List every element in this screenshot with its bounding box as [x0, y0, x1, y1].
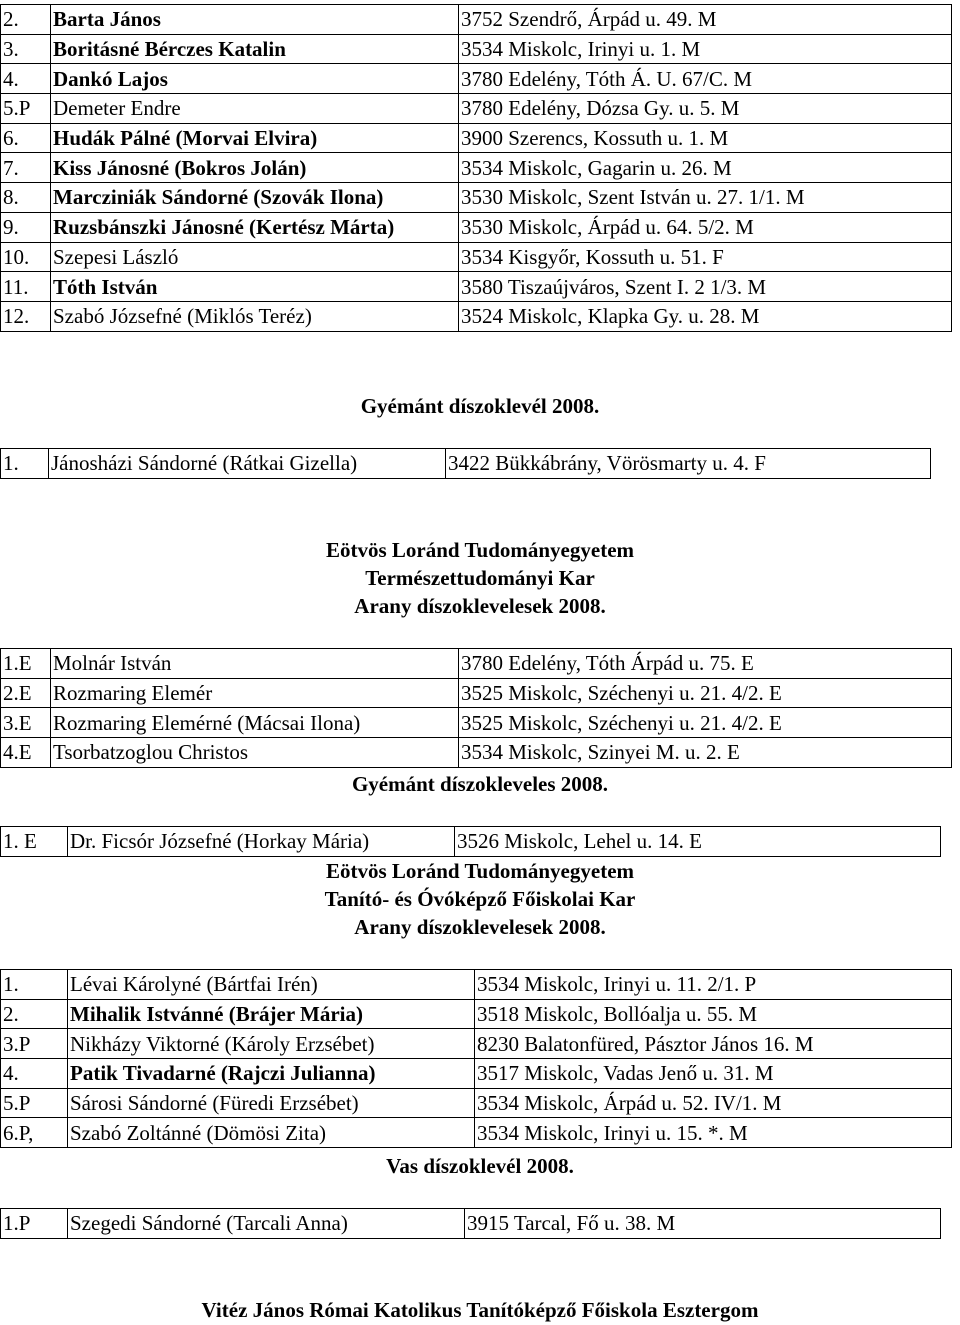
- diamond-table: [0, 448, 931, 479]
- row-number: 3.E: [1, 708, 51, 738]
- table-row: [1, 1118, 952, 1148]
- row-number: 5.P: [1, 1088, 68, 1118]
- elte-tok-table: [0, 969, 952, 1148]
- table-row: [1, 34, 952, 64]
- row-number: 1.E: [1, 649, 51, 679]
- row-number: 1. E: [1, 827, 68, 857]
- table-row: [1, 678, 952, 708]
- row-number: 11.: [1, 272, 51, 302]
- member-name: Dr. Ficsór Józsefné (Horkay Mária): [68, 827, 455, 857]
- row-number: 6.P,: [1, 1118, 68, 1148]
- row-number: 1.P: [1, 1209, 68, 1239]
- member-name: Sárosi Sándorné (Füredi Erzsébet): [68, 1088, 475, 1118]
- row-number: 5.P: [1, 94, 51, 124]
- elte-ttk-diamond-table: [0, 826, 941, 857]
- member-address: 3915 Tarcal, Fő u. 38. M: [465, 1209, 941, 1239]
- member-address: 3780 Edelény, Tóth Árpád u. 75. E: [459, 649, 952, 679]
- row-number: 3.: [1, 34, 51, 64]
- member-name: Demeter Endre: [51, 94, 459, 124]
- table-row: [1, 1088, 952, 1118]
- row-number: 1.: [1, 449, 49, 479]
- member-name: Kiss Jánosné (Bokros Jolán): [51, 153, 459, 183]
- table-row: [1, 999, 952, 1029]
- table-row: [1, 242, 952, 272]
- member-address: 3524 Miskolc, Klapka Gy. u. 28. M: [459, 301, 952, 331]
- row-number: 4.E: [1, 738, 51, 768]
- member-name: Patik Tivadarné (Rajczi Julianna): [68, 1059, 475, 1089]
- table-row: [1, 1029, 952, 1059]
- member-address: 3780 Edelény, Dózsa Gy. u. 5. M: [459, 94, 952, 124]
- member-address: 3534 Miskolc, Gagarin u. 26. M: [459, 153, 952, 183]
- table-row: [1, 94, 952, 124]
- heading-line: Természettudományi Kar: [365, 566, 595, 590]
- footer-heading: Vitéz János Római Katolikus Tanítóképző Főiskola Esztergom: [201, 1298, 759, 1322]
- member-address: 3752 Szendrő, Árpád u. 49. M: [459, 5, 952, 35]
- member-address: 8230 Balatonfüred, Pásztor János 16. M: [475, 1029, 952, 1059]
- row-number: 1.: [1, 970, 68, 1000]
- elte-ttk-diamond-heading: Gyémánt díszokleveles 2008.: [351, 772, 609, 796]
- elte-tok-heading: [0, 857, 960, 941]
- table-row: [1, 5, 952, 35]
- member-name: Barta János: [51, 5, 459, 35]
- iron-table: [0, 1208, 941, 1239]
- member-name: Boritásné Bérczes Katalin: [51, 34, 459, 64]
- row-number: 9.: [1, 212, 51, 242]
- member-name: Ruzsbánszki Jánosné (Kertész Márta): [51, 212, 459, 242]
- table-row: [1, 301, 952, 331]
- member-name: Jánosházi Sándorné (Rátkai Gizella): [49, 449, 446, 479]
- table-row: [1, 153, 952, 183]
- member-address: 3530 Miskolc, Árpád u. 64. 5/2. M: [459, 212, 952, 242]
- member-address: 3534 Miskolc, Árpád u. 52. IV/1. M: [475, 1088, 952, 1118]
- heading-line: Tanító- és Óvóképző Főiskolai Kar: [324, 887, 636, 911]
- member-address: 3900 Szerencs, Kossuth u. 1. M: [459, 123, 952, 153]
- row-number: 12.: [1, 301, 51, 331]
- row-number: 2.E: [1, 678, 51, 708]
- heading-line: Arany díszoklevelesek 2008.: [354, 594, 606, 618]
- member-address: 3518 Miskolc, Bollóalja u. 55. M: [475, 999, 952, 1029]
- member-address: 3422 Bükkábrány, Vörösmarty u. 4. F: [446, 449, 931, 479]
- member-name: Szabó Józsefné (Miklós Teréz): [51, 301, 459, 331]
- elte-ttk-table: [0, 648, 952, 768]
- table-row: [1, 649, 952, 679]
- heading-line: Eötvös Loránd Tudományegyetem: [325, 859, 635, 883]
- diamond-heading: Gyémánt díszoklevél 2008.: [360, 394, 600, 418]
- row-number: 4.: [1, 1059, 68, 1089]
- member-name: Rozmaring Elemérné (Mácsai Ilona): [51, 708, 459, 738]
- table-row: [1, 738, 952, 768]
- row-number: 8.: [1, 183, 51, 213]
- member-address: 3526 Miskolc, Lehel u. 14. E: [455, 827, 941, 857]
- member-address: 3534 Miskolc, Szinyei M. u. 2. E: [459, 738, 952, 768]
- member-name: Szepesi László: [51, 242, 459, 272]
- table-row: [1, 183, 952, 213]
- table-row: [1, 708, 952, 738]
- row-number: 7.: [1, 153, 51, 183]
- table-row: [1, 1209, 941, 1239]
- row-number: 2.: [1, 999, 68, 1029]
- row-number: 2.: [1, 5, 51, 35]
- member-name: Nikházy Viktorné (Károly Erzsébet): [68, 1029, 475, 1059]
- member-name: Tsorbatzoglou Christos: [51, 738, 459, 768]
- table-row: [1, 449, 931, 479]
- table-row: [1, 272, 952, 302]
- member-address: 3534 Kisgyőr, Kossuth u. 51. F: [459, 242, 952, 272]
- row-number: 3.P: [1, 1029, 68, 1059]
- member-address: 3525 Miskolc, Széchenyi u. 21. 4/2. E: [459, 708, 952, 738]
- table-row: [1, 64, 952, 94]
- iron-heading: Vas díszoklevél 2008.: [386, 1154, 574, 1178]
- member-name: Rozmaring Elemér: [51, 678, 459, 708]
- member-address: 3780 Edelény, Tóth Á. U. 67/C. M: [459, 64, 952, 94]
- elte-ttk-heading: [0, 536, 960, 620]
- member-name: Hudák Pálné (Morvai Elvira): [51, 123, 459, 153]
- member-name: Molnár István: [51, 649, 459, 679]
- member-name: Marcziniák Sándorné (Szovák Ilona): [51, 183, 459, 213]
- member-address: 3534 Miskolc, Irinyi u. 1. M: [459, 34, 952, 64]
- member-address: 3530 Miskolc, Szent István u. 27. 1/1. M: [459, 183, 952, 213]
- member-name: Szegedi Sándorné (Tarcali Anna): [68, 1209, 465, 1239]
- table-row: [1, 123, 952, 153]
- table-row: [1, 1059, 952, 1089]
- member-address: 3534 Miskolc, Irinyi u. 11. 2/1. P: [475, 970, 952, 1000]
- member-name: Szabó Zoltánné (Dömösi Zita): [68, 1118, 475, 1148]
- member-name: Dankó Lajos: [51, 64, 459, 94]
- row-number: 4.: [1, 64, 51, 94]
- table-row: [1, 827, 941, 857]
- member-name: Lévai Károlyné (Bártfai Irén): [68, 970, 475, 1000]
- member-address: 3534 Miskolc, Irinyi u. 15. *. M: [475, 1118, 952, 1148]
- member-name: Tóth István: [51, 272, 459, 302]
- table-row: [1, 212, 952, 242]
- heading-line: Eötvös Loránd Tudományegyetem: [325, 538, 635, 562]
- members-table-top: [0, 4, 952, 332]
- member-name: Mihalik Istvánné (Brájer Mária): [68, 999, 475, 1029]
- member-address: 3517 Miskolc, Vadas Jenő u. 31. M: [475, 1059, 952, 1089]
- member-address: 3525 Miskolc, Széchenyi u. 21. 4/2. E: [459, 678, 952, 708]
- row-number: 6.: [1, 123, 51, 153]
- heading-line: Arany díszoklevelesek 2008.: [354, 915, 606, 939]
- table-row: [1, 970, 952, 1000]
- member-address: 3580 Tiszaújváros, Szent I. 2 1/3. M: [459, 272, 952, 302]
- row-number: 10.: [1, 242, 51, 272]
